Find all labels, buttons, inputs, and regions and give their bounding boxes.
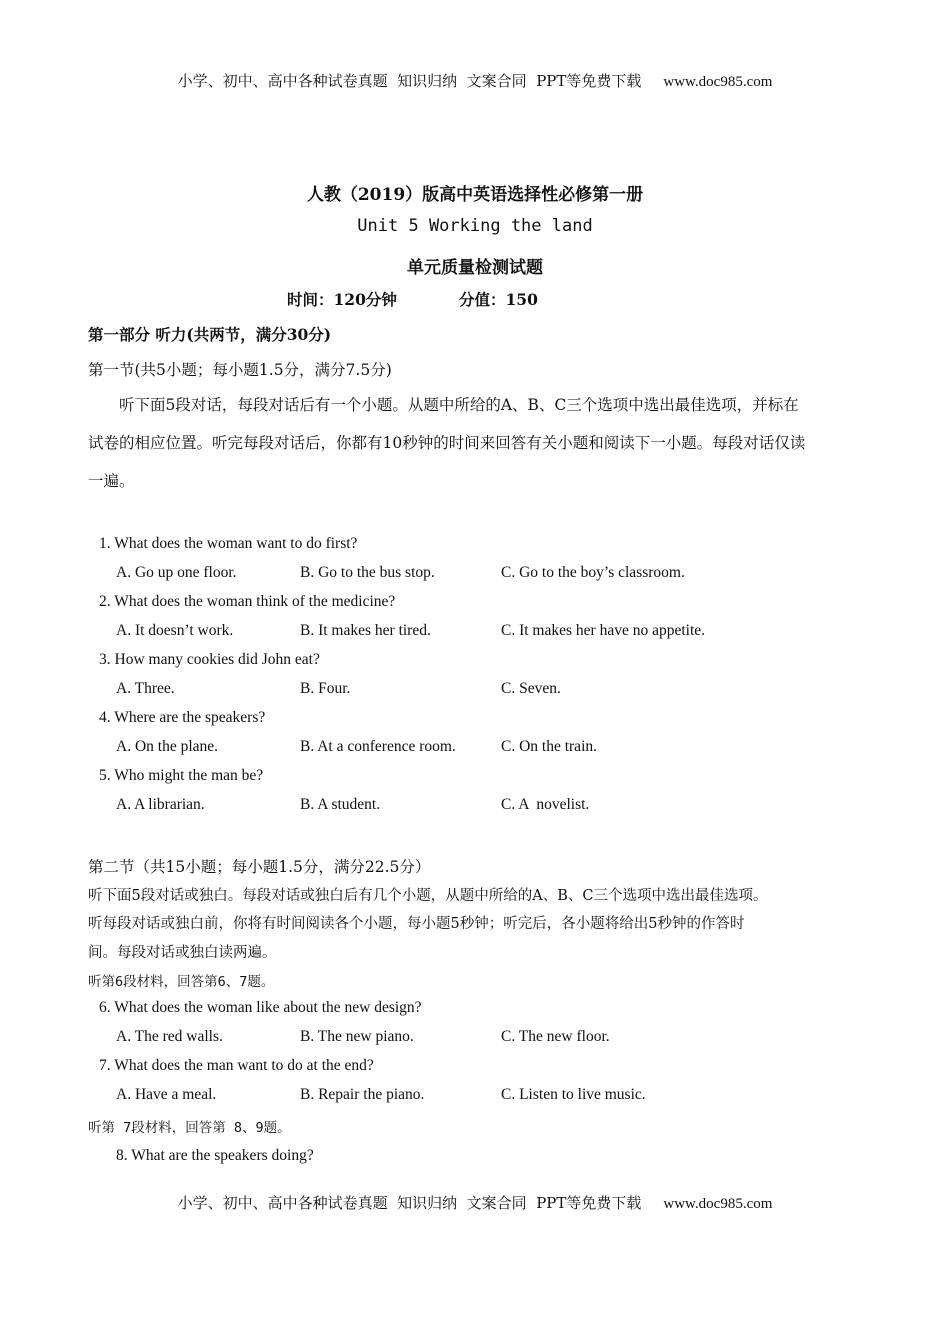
q4-option-c: C. On the train. [501,738,597,755]
unit-title: Unit 5 Working the land [357,216,593,236]
doc-title: 人教（2019）版高中英语选择性必修第一册 [306,185,644,205]
question-4: 4. Where are the speakers? [99,709,266,726]
q3-option-c: C. Seven. [501,680,561,697]
q2-option-b: B. It makes her tired. [300,622,431,639]
q1-option-b: B. Go to the bus stop. [300,564,435,581]
section2-instruction-line1: 听下面5段对话或独白。每段对话或独白后有几个小题，从题中所给的A、B、C三个选项中选出最佳选项。 [88,888,768,904]
header-site-link[interactable]: www.doc985.com [663,74,773,90]
material-6-instruction: 听第6段材料，回答第6、7题。 [88,974,275,990]
footer-site-link[interactable]: www.doc985.com [663,1196,773,1212]
section1-instruction-line1: 听下面5段对话，每段对话后有一个小题。从题中所给的A、B、C三个选项中选出最佳选项，并标在 [119,396,799,414]
q5-option-b: B. A student. [300,796,381,813]
section1-instruction-line3: 一遍。 [88,472,135,490]
q7-option-c: C. Listen to live music. [501,1086,646,1103]
q1-option-c: C. Go to the boy’s classroom. [501,564,685,581]
exam-score: 分值：150 [459,290,538,309]
q1-option-a: A. Go up one floor. [116,564,237,581]
question-3: 3. How many cookies did John eat? [99,651,320,668]
q7-option-b: B. Repair the piano. [300,1086,425,1103]
q4-option-a: A. On the plane. [116,738,219,755]
question-2: 2. What does the woman think of the medicine? [99,593,396,610]
exam-time: 时间：120分钟 [287,290,397,309]
page-header [0,70,950,91]
q3-option-a: A. Three. [116,680,175,697]
page-footer [0,1192,950,1213]
q6-option-b: B. The new piano. [300,1028,414,1045]
q6-option-c: C. The new floor. [501,1028,610,1045]
section2-instruction-line2: 听每段对话或独白前，你将有时间阅读各个小题，每小题5秒钟；听完后，各小题将给出5秒钟的作答时 [88,916,745,932]
q5-option-c: C. A novelist. [501,796,590,813]
question-1: 1. What does the woman want to do first? [99,535,358,552]
part1-heading: 第一部分 听力(共两节，满分30分) [88,325,332,344]
header-text: 小学、初中、高中各种试卷真题 知识归纳 文案合同 PPT等免费下载 [177,72,642,90]
q5-option-a: A. A librarian. [116,796,205,813]
material-7-instruction: 听第 7段材料，回答第 8、9题。 [88,1120,291,1136]
question-8: 8. What are the speakers doing? [116,1147,314,1164]
q3-option-b: B. Four. [300,680,351,697]
q7-option-a: A. Have a meal. [116,1086,217,1103]
section2-instruction-line3: 间。每段对话或独白读两遍。 [88,945,277,961]
test-title: 单元质量检测试题 [407,258,543,278]
section2-heading: 第二节（共15小题；每小题1.5分，满分22.5分） [88,858,431,876]
section1-heading: 第一节(共5小题；每小题1.5分，满分7.5分) [88,361,392,379]
q6-option-a: A. The red walls. [116,1028,223,1045]
question-6: 6. What does the woman like about the new design? [99,999,422,1016]
question-7: 7. What does the man want to do at the end? [99,1057,374,1074]
section1-instruction-line2: 试卷的相应位置。听完每段对话后，你都有10秒钟的时间来回答有关小题和阅读下一小题。每段对话仅读 [88,434,806,452]
footer-text: 小学、初中、高中各种试卷真题 知识归纳 文案合同 PPT等免费下载 [177,1194,642,1212]
question-5: 5. Who might the man be? [99,767,264,784]
q2-option-c: C. It makes her have no appetite. [501,622,706,639]
q2-option-a: A. It doesn’t work. [116,622,234,639]
q4-option-b: B. At a conference room. [300,738,456,755]
